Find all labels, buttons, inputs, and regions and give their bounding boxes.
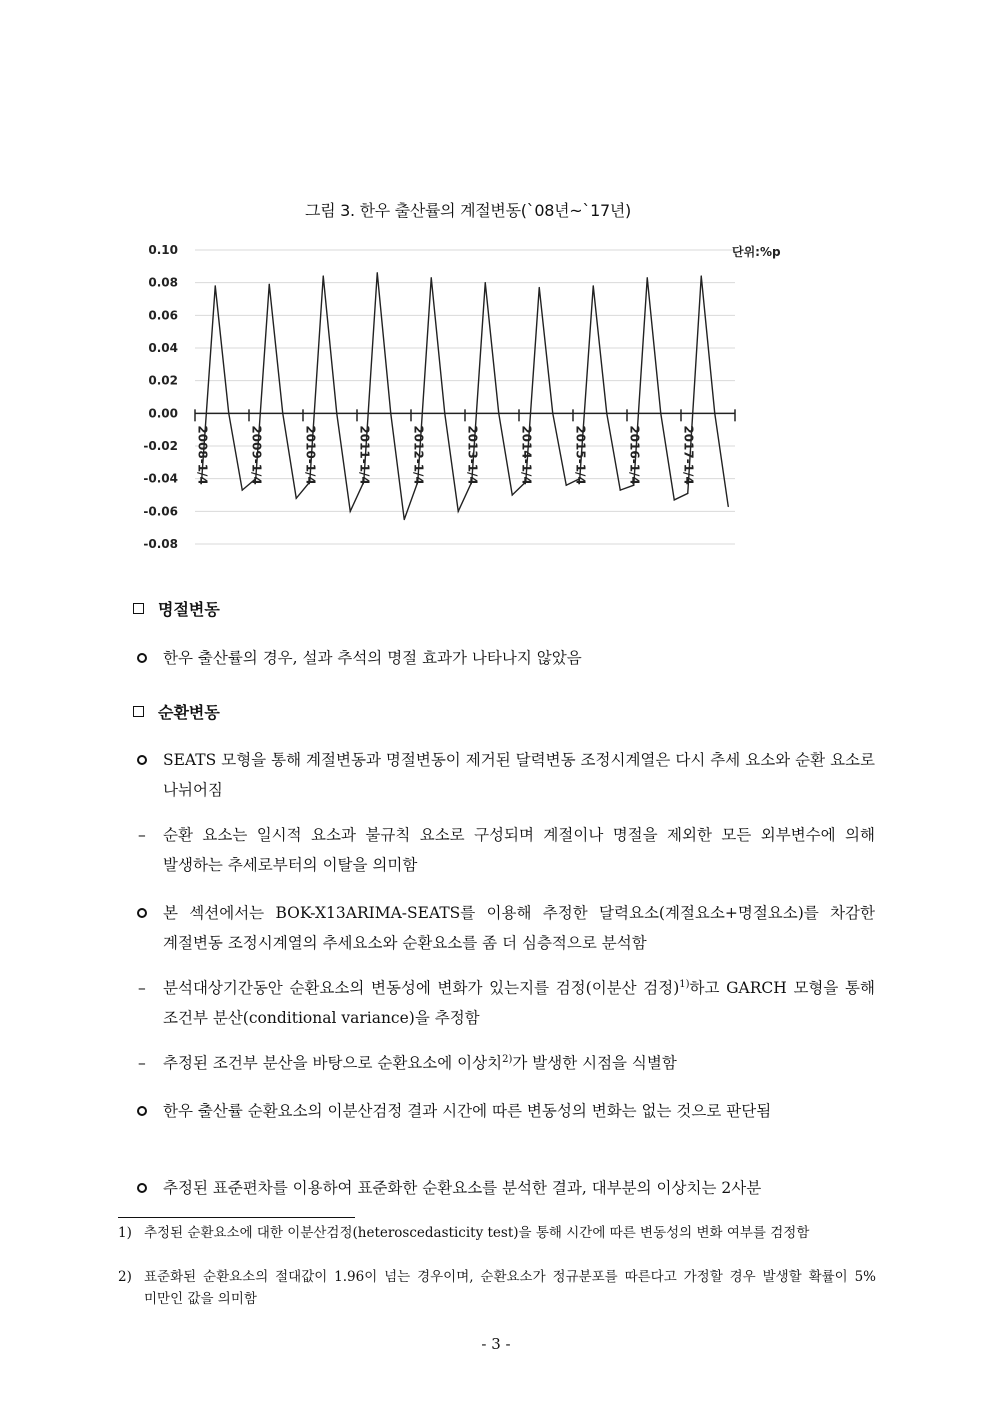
data-point	[350, 511, 351, 512]
footnote-text: 표준화된 순환요소의 절대값이 1.96이 넘는 경우이며, 순환요소가 정규분포를 따른다고 가정할 경우 발생할 확률이 5% 미만인 값을 의미함	[144, 1269, 876, 1307]
dash-bullet: –	[138, 979, 146, 997]
x-tick-label: 2013-1/4	[465, 425, 480, 485]
circle-bullet-icon	[137, 908, 147, 918]
data-point	[660, 413, 661, 414]
footnote-number: 2)	[118, 1269, 132, 1285]
dash-bullet: –	[138, 1054, 146, 1072]
data-point	[714, 413, 715, 414]
footnote-number: 1)	[118, 1225, 132, 1241]
x-axis	[195, 409, 735, 421]
data-point	[620, 489, 621, 490]
y-tick-label: 0.10	[148, 243, 178, 257]
paragraph-text: 순환 요소는 일시적 요소과 불규칙 요소로 구성되며 계절이나 명절을 제외한 모든 외부변수에 의해 발생하는 추세로부터의 이탈을 의미함	[163, 826, 875, 874]
paragraph	[135, 1173, 875, 1203]
data-point	[458, 511, 459, 512]
y-tick-label: -0.06	[143, 504, 178, 519]
data-point	[728, 506, 729, 507]
x-tick-label: 2012-1/4	[411, 425, 426, 485]
data-point	[593, 285, 594, 286]
footnote-text: 추정된 순환요소에 대한 이분산검정(heteroscedasticity test)을 통해 시간에 따른 변동성의 변화 여부를 검정함	[144, 1225, 810, 1241]
data-point	[323, 275, 324, 276]
paragraph	[135, 745, 875, 805]
circle-bullet-icon	[137, 755, 147, 765]
footnote	[118, 1222, 876, 1244]
section-title: 명절변동	[158, 600, 220, 619]
y-tick-label: 0.08	[148, 275, 178, 290]
y-tick-label: 0.00	[148, 406, 178, 421]
x-tick-label: 2015-1/4	[573, 425, 588, 485]
footnote-divider	[118, 1217, 355, 1218]
paragraph	[135, 1048, 875, 1078]
y-tick-label: -0.08	[143, 537, 178, 551]
page-number: - 3 -	[481, 1335, 511, 1353]
paragraph-text: 한우 출산률의 경우, 설과 추석의 명절 효과가 나타나지 않았음	[163, 649, 582, 667]
y-tick-label: 0.06	[148, 308, 178, 323]
chart-gridlines	[195, 250, 735, 544]
paragraph-text: SEATS 모형을 통해 계절변동과 명절변동이 제거된 달력변동 조정시계열은 다시 추세 요소와 순환 요소로 나뉘어짐	[163, 751, 875, 799]
y-tick-label: -0.02	[143, 439, 178, 453]
data-point	[606, 413, 607, 414]
data-point	[687, 493, 688, 494]
x-tick-labels	[195, 425, 695, 484]
seasonal-variation-chart	[140, 232, 800, 552]
data-point	[566, 485, 567, 486]
x-tick-label: 2008-1/4	[195, 425, 210, 485]
data-point	[485, 282, 486, 283]
x-tick-label: 2017-1/4	[681, 425, 696, 485]
paragraph	[135, 820, 875, 880]
paragraph-text: 추정된 표준편차를 이용하여 표준화한 순환요소를 분석한 결과, 대부분의 이상치는 2사분	[163, 1179, 762, 1197]
paragraph-text	[163, 1048, 875, 1078]
data-point	[647, 277, 648, 278]
data-point	[390, 413, 391, 414]
data-point	[552, 413, 553, 414]
data-point	[282, 413, 283, 414]
data-point	[336, 413, 337, 414]
y-tick-label: -0.04	[143, 471, 178, 486]
data-point	[242, 489, 243, 490]
data-point	[269, 284, 270, 285]
section-cyclical-variation	[133, 700, 220, 723]
section-title: 순환변동	[158, 703, 220, 722]
paragraph-text	[163, 973, 875, 1033]
x-tick-label: 2014-1/4	[519, 425, 534, 485]
data-point	[512, 494, 513, 495]
circle-bullet-icon	[137, 1183, 147, 1193]
footnote-ref: 1)	[679, 978, 690, 990]
paragraph-text: 본 섹션에서는 BOK-X13ARIMA-SEATS를 이용해 추정한 달력요소(계절요소+명절요소)를 차감한 계절변동 조정시계열의 추세요소와 순환요소를 좀 더 심층적으로 분석함	[163, 904, 875, 952]
data-point	[404, 519, 405, 520]
data-point	[444, 413, 445, 414]
series-line-path	[202, 273, 729, 520]
x-tick-label: 2011-1/4	[357, 425, 372, 485]
x-tick-label: 2010-1/4	[303, 425, 318, 485]
data-point	[296, 498, 297, 499]
paragraph	[135, 973, 875, 1033]
data-point	[215, 285, 216, 286]
square-bullet-icon	[133, 603, 144, 614]
dash-bullet: –	[138, 826, 146, 844]
data-point	[539, 287, 540, 288]
series-line	[201, 272, 729, 520]
paragraph	[135, 643, 875, 673]
data-point	[228, 413, 229, 414]
paragraph-text: 한우 출산률 순환요소의 이분산검정 결과 시간에 따른 변동성의 변화는 없는 것으로 판단됨	[163, 1102, 772, 1120]
paragraph-text-part: 하고 GARCH 모형을 통해 조건부 분산(conditional variance)을 추정함	[163, 979, 875, 1027]
data-point	[498, 413, 499, 414]
figure-title: 그림 3. 한우 출산률의 계절변동(`08년~`17년)	[305, 201, 631, 220]
data-point	[431, 277, 432, 278]
data-point	[701, 275, 702, 276]
footnote	[118, 1266, 876, 1310]
data-point	[674, 499, 675, 500]
footnote-ref: 2)	[502, 1053, 513, 1065]
square-bullet-icon	[133, 706, 144, 717]
y-tick-labels	[143, 243, 178, 551]
paragraph-text-part: 가 발생한 시점을 식별함	[512, 1054, 677, 1072]
y-tick-label: 0.04	[148, 341, 178, 355]
data-point	[377, 272, 378, 273]
y-tick-label: 0.02	[148, 373, 178, 388]
x-tick-label: 2016-1/4	[627, 425, 642, 485]
paragraph	[135, 1096, 875, 1126]
unit-label: 단위:%p	[732, 245, 781, 259]
paragraph-text-part: 추정된 조건부 분산을 바탕으로 순환요소에 이상치	[163, 1054, 503, 1072]
circle-bullet-icon	[137, 653, 147, 663]
paragraph	[135, 898, 875, 958]
section-holiday-variation	[133, 597, 220, 620]
circle-bullet-icon	[137, 1106, 147, 1116]
paragraph-text-part: 분석대상기간동안 순환요소의 변동성에 변화가 있는지를 검정(이분산 검정)	[163, 979, 680, 997]
x-tick-label: 2009-1/4	[249, 425, 264, 485]
